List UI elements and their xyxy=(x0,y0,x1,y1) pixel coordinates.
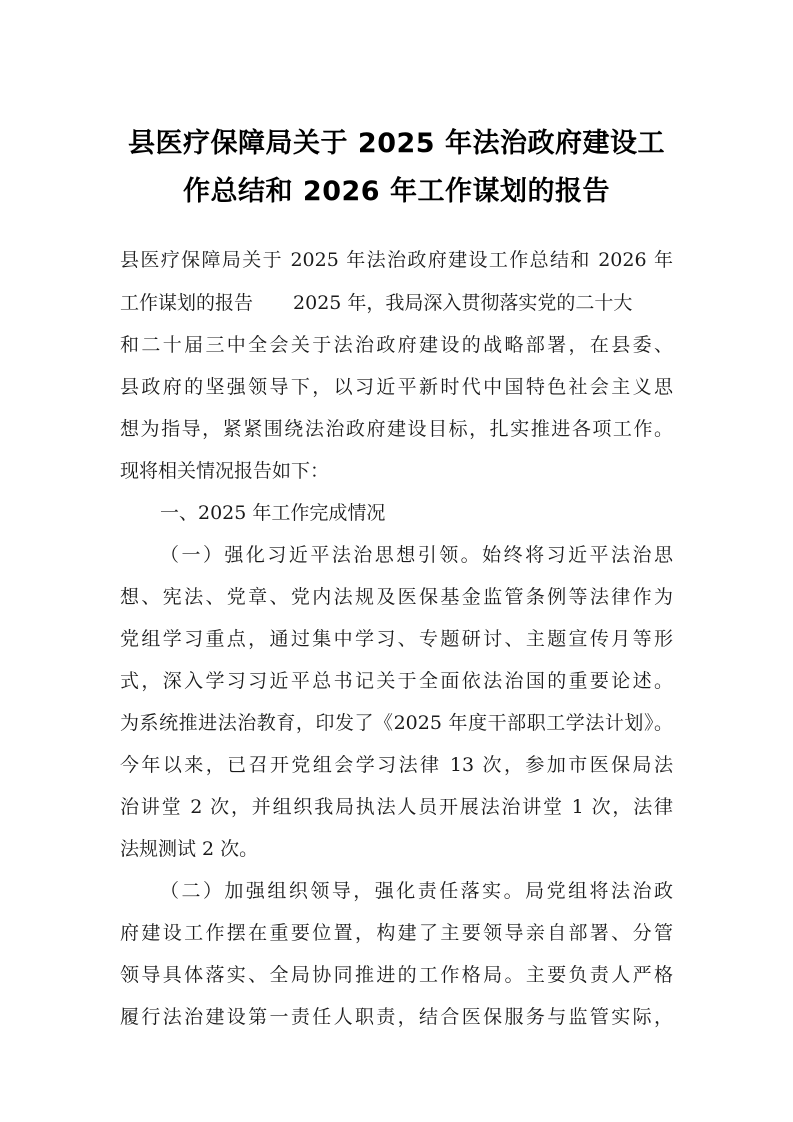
document-title-line-2: 作总结和 2026 年工作谋划的报告 xyxy=(183,176,610,207)
paragraph-line-composite xyxy=(120,289,673,317)
paragraph-line: 想为指导，紧紧围绕法治政府建设目标，扎实推进各项工作。 xyxy=(120,418,673,440)
paragraph-line: 和二十届三中全会关于法治政府建设的战略部署，在县委、 xyxy=(120,334,673,356)
paragraph-line: 2025 年，我局深入贯彻落实党的二十大 xyxy=(293,292,633,314)
paragraph-line: 领导具体落实、全局协同推进的工作格局。主要负责人严格 xyxy=(120,964,673,986)
paragraph-line: 想、宪法、党章、党内法规及医保基金监管条例等法律作为 xyxy=(120,586,673,608)
paragraph-line: 式，深入学习习近平总书记关于全面依法治国的重要论述。 xyxy=(120,670,673,692)
paragraph-line: 府建设工作摆在重要位置，构建了主要领导亲自部署、分管 xyxy=(120,922,673,944)
paragraph-line: （二）加强组织领导，强化责任落实。局党组将法治政 xyxy=(160,880,673,902)
paragraph-line: 县医疗保障局关于 2025 年法治政府建设工作总结和 2026 年 xyxy=(120,249,673,271)
paragraph-line: 工作谋划的报告 xyxy=(120,292,254,314)
paragraph-line: 履行法治建设第一责任人职责，结合医保服务与监管实际， xyxy=(120,1006,673,1028)
document-title-line-1: 县医疗保障局关于 2025 年法治政府建设工 xyxy=(128,128,665,159)
paragraph-line: （一）强化习近平法治思想引领。始终将习近平法治思 xyxy=(160,544,673,566)
paragraph-line: 现将相关情况报告如下： xyxy=(120,460,330,482)
section-heading: 一、2025 年工作完成情况 xyxy=(160,502,386,524)
paragraph-line: 党组学习重点，通过集中学习、专题研讨、主题宣传月等形 xyxy=(120,628,673,650)
paragraph-line: 县政府的坚强领导下，以习近平新时代中国特色社会主义思 xyxy=(120,376,673,398)
paragraph-line: 法规测试 2 次。 xyxy=(120,838,259,860)
paragraph-line: 治讲堂 2 次，并组织我局执法人员开展法治讲堂 1 次，法律 xyxy=(120,796,673,818)
paragraph-line: 今年以来，已召开党组会学习法律 13 次，参加市医保局法 xyxy=(120,754,673,776)
paragraph-line: 为系统推进法治教育，印发了《2025 年度干部职工学法计划》。 xyxy=(120,712,673,734)
